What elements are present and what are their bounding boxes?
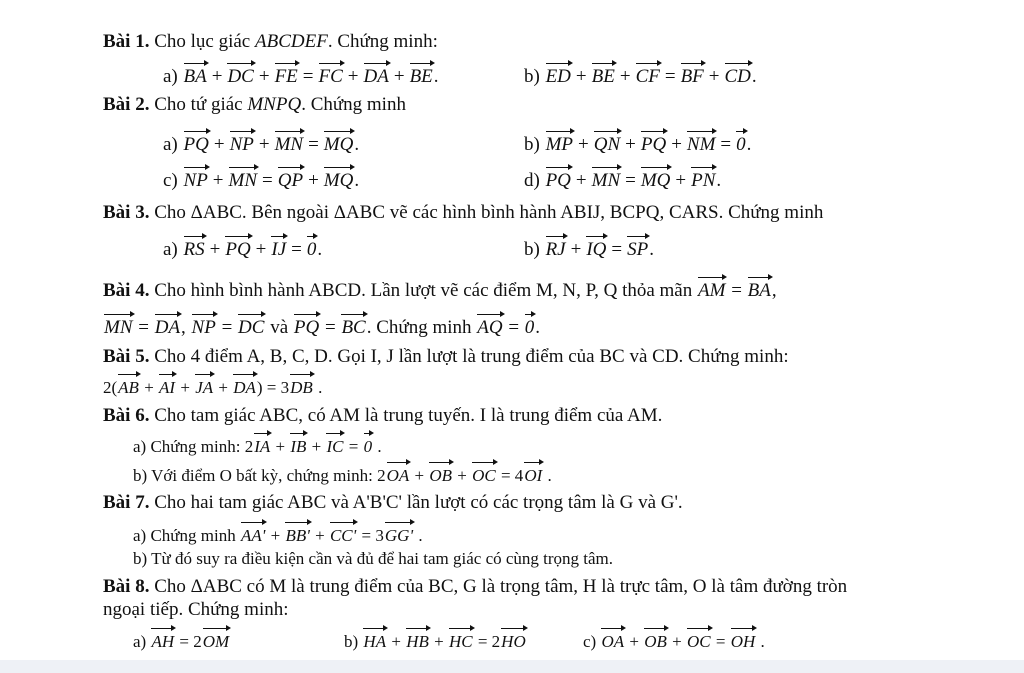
problem-7-part-a: a) Chứng minh AA' + BB' + CC' = 3GG' .: [133, 521, 423, 548]
operator: +: [625, 134, 636, 155]
vector-MQ: MQ: [324, 166, 354, 193]
part-b-text: b) Với điểm O bất kỳ, chứng minh:: [133, 466, 373, 485]
part-label: a): [163, 239, 178, 260]
operator: =: [625, 170, 636, 191]
problem-5-title: Bài 5.: [103, 346, 150, 367]
problem-2-part-b: [524, 130, 751, 157]
operator: +: [570, 239, 582, 260]
operator: =: [308, 134, 319, 155]
period: .: [354, 170, 360, 191]
vector-SP: SP: [627, 235, 648, 262]
vector-PQ: PQ: [184, 130, 209, 157]
problem-6-title: Bài 6.: [103, 405, 150, 426]
vector-DC: DC: [227, 62, 253, 89]
problem-8-line-2: [103, 598, 289, 622]
problem-2-tail: . Chứng minh: [301, 94, 406, 115]
vector-PN: PN: [691, 166, 715, 193]
vector-BE: BE: [592, 62, 615, 89]
period: .: [716, 170, 722, 191]
operator: +: [575, 66, 587, 87]
vector-CD: CD: [725, 62, 751, 89]
operator: +: [209, 239, 221, 260]
operator: +: [578, 134, 589, 155]
part-label: b): [524, 134, 540, 155]
period: .: [433, 66, 439, 87]
period: .: [354, 134, 360, 155]
vector-PQ: PQ: [294, 313, 319, 340]
problem-8-text-2: ngoại tiếp. Chứng minh:: [103, 599, 289, 620]
problem-5-equation: 2(AB + AI + JA + DA) = 3DB .: [103, 373, 322, 400]
vector-NP: NP: [230, 130, 254, 157]
vector-DA: DA: [364, 62, 389, 89]
operator: +: [211, 66, 223, 87]
problem-6-part-a: a) Chứng minh: 2IA + IB + IC = 0 .: [133, 432, 382, 459]
problem-4-tail: . Chứng minh: [366, 317, 472, 338]
problem-4-title: Bài 4.: [103, 280, 150, 301]
part-label: d): [524, 170, 540, 191]
vector-BC: BC: [341, 313, 365, 340]
part-a-text: a) Chứng minh: [133, 526, 236, 545]
part-label: b): [524, 239, 540, 260]
vector-0: 0: [736, 130, 746, 157]
problem-5-heading: [103, 345, 789, 369]
vector-MN: MN: [229, 166, 258, 193]
vector-equation: [545, 170, 722, 191]
connector-text: và: [270, 317, 289, 338]
operator: =: [262, 170, 273, 191]
vector-equation: [545, 134, 752, 155]
problem-8-text: Cho ΔABC có M là trung điểm của BC, G là trọng tâm, H là trực tâm, O là tâm đường tròn: [154, 576, 848, 597]
problem-7-title: Bài 7.: [103, 492, 150, 513]
problem-1-text: Cho lục giác: [154, 31, 255, 52]
problem-8-part-b: b) HA + HB + HC = 2HO: [344, 627, 527, 654]
vector-MN: MN: [275, 130, 304, 157]
period: .: [746, 134, 752, 155]
vector-ED: ED: [546, 62, 571, 89]
problem-8-part-c: c) OA + OB + OC = OH .: [583, 627, 765, 654]
operator: +: [393, 66, 405, 87]
problem-2-part-c: [163, 166, 359, 193]
vector-QP: QP: [278, 166, 303, 193]
problem-8-heading: [103, 575, 847, 599]
problem-3-title: Bài 3.: [103, 202, 150, 223]
problem-2-text: Cho tứ giác: [154, 94, 248, 115]
problem-1-tail: . Chứng minh:: [327, 31, 438, 52]
part-label: b): [524, 66, 540, 87]
vector-PQ: PQ: [641, 130, 666, 157]
vector-equation: [545, 66, 757, 87]
vector-RJ: RJ: [546, 235, 566, 262]
operator: =: [291, 239, 302, 260]
part-a-text: a) Chứng minh:: [133, 437, 241, 456]
problem-4-heading: Bài 4. Cho hình bình hành ABCD. Lần lượt vẽ các điểm M, N, P, Q thỏa mãn AM = BA,: [103, 276, 777, 303]
problem-4-line-2: MN = DA, NP = DC và PQ = BC. Chứng minh AQ = 0.: [103, 313, 540, 340]
problem-5-text: Cho 4 điểm A, B, C, D. Gọi I, J lần lượt là trung điểm của BC và CD. Chứng minh:: [154, 346, 789, 367]
operator: +: [213, 134, 225, 155]
operator: +: [619, 66, 631, 87]
vector-zero: 0: [525, 313, 535, 340]
problem-8-title: Bài 8.: [103, 576, 150, 597]
period: .: [649, 239, 654, 260]
period: .: [751, 66, 757, 87]
vector-PQ: PQ: [546, 166, 571, 193]
vector-DC: DC: [238, 313, 264, 340]
vector-FC: FC: [319, 62, 343, 89]
vector-MQ: MQ: [324, 130, 354, 157]
part-label: c): [163, 170, 178, 191]
operator: +: [675, 170, 687, 191]
problem-7-part-b: [133, 547, 613, 571]
vector-equation: [545, 239, 654, 260]
problem-7-text: Cho hai tam giác ABC và A'B'C' lần lượt có các trọng tâm là G và G'.: [154, 492, 683, 513]
problem-3-part-a: [163, 235, 322, 262]
problem-2-part-a: [163, 130, 359, 157]
part-label: a): [163, 66, 178, 87]
vector-MP: MP: [546, 130, 573, 157]
problem-7-heading: [103, 491, 683, 515]
problem-1-object: ABCDEF: [254, 31, 328, 52]
vector-NP: NP: [184, 166, 208, 193]
vector-equation: [183, 170, 360, 191]
operator: +: [708, 66, 720, 87]
vector-equation: [183, 239, 323, 260]
part-label: a): [163, 134, 178, 155]
problem-3-heading: [103, 201, 823, 225]
vector-BF: BF: [681, 62, 704, 89]
vector-MQ: MQ: [641, 166, 671, 193]
vector-MN: MN: [104, 313, 133, 340]
vector-equation: [183, 66, 439, 87]
problem-3-part-b: [524, 235, 654, 262]
vector-RS: RS: [184, 235, 205, 262]
vector-BE: BE: [410, 62, 433, 89]
problem-2-part-d: [524, 166, 721, 193]
operator: +: [308, 170, 319, 191]
vector-IQ: IQ: [586, 235, 606, 262]
vector-QN: QN: [594, 130, 620, 157]
part-b-text: b) Từ đó suy ra điều kiện cần và đủ để hai tam giác có cùng trọng tâm.: [133, 549, 614, 568]
vector-CF: CF: [636, 62, 660, 89]
vector-BA: BA: [748, 276, 771, 303]
operator: =: [611, 239, 623, 260]
vector-BA: BA: [184, 62, 207, 89]
problem-1-heading: [103, 30, 438, 54]
problem-4-text: Cho hình bình hành ABCD. Lần lượt vẽ các điểm M, N, P, Q thỏa mãn: [154, 280, 693, 301]
bottom-strip: [0, 660, 1024, 673]
vector-NP: NP: [192, 313, 216, 340]
operator: +: [255, 239, 267, 260]
operator: =: [720, 134, 732, 155]
vector-AQ: AQ: [477, 313, 502, 340]
vector-IJ: IJ: [271, 235, 286, 262]
problem-8-part-a: a) AH = 2OM: [133, 627, 230, 654]
operator: +: [347, 66, 359, 87]
vector-FE: FE: [275, 62, 298, 89]
operator: +: [575, 170, 587, 191]
vector-PQ: PQ: [225, 235, 250, 262]
vector-MN: MN: [592, 166, 621, 193]
period: .: [317, 239, 323, 260]
operator: +: [258, 134, 270, 155]
problem-1-title: Bài 1.: [103, 31, 150, 52]
part-label: c): [583, 632, 597, 651]
problem-2-object: MNPQ: [247, 94, 302, 115]
problem-2-heading: [103, 93, 406, 117]
vector-NM: NM: [687, 130, 716, 157]
operator: =: [302, 66, 314, 87]
problem-2-title: Bài 2.: [103, 94, 150, 115]
vector-AM: AM: [698, 276, 725, 303]
operator: +: [258, 66, 270, 87]
operator: +: [212, 170, 224, 191]
operator: +: [671, 134, 682, 155]
vector-0: 0: [307, 235, 317, 262]
problem-6-part-b: b) Với điểm O bất kỳ, chứng minh: 2OA + OB + OC = 4OI .: [133, 461, 552, 488]
problem-1-part-b: [524, 62, 757, 89]
part-label: b): [344, 632, 359, 651]
vector-equation: [183, 134, 360, 155]
part-label: a): [133, 632, 147, 651]
problem-6-heading: [103, 404, 662, 428]
operator: =: [664, 66, 676, 87]
vector-DA: DA: [155, 313, 180, 340]
problem-3-text: Cho ΔABC. Bên ngoài ΔABC vẽ các hình bình hành ABIJ, BCPQ, CARS. Chứng minh: [154, 202, 824, 223]
problem-1-part-a: [163, 62, 439, 89]
problem-6-text: Cho tam giác ABC, có AM là trung tuyến. I là trung điểm của AM.: [154, 405, 663, 426]
